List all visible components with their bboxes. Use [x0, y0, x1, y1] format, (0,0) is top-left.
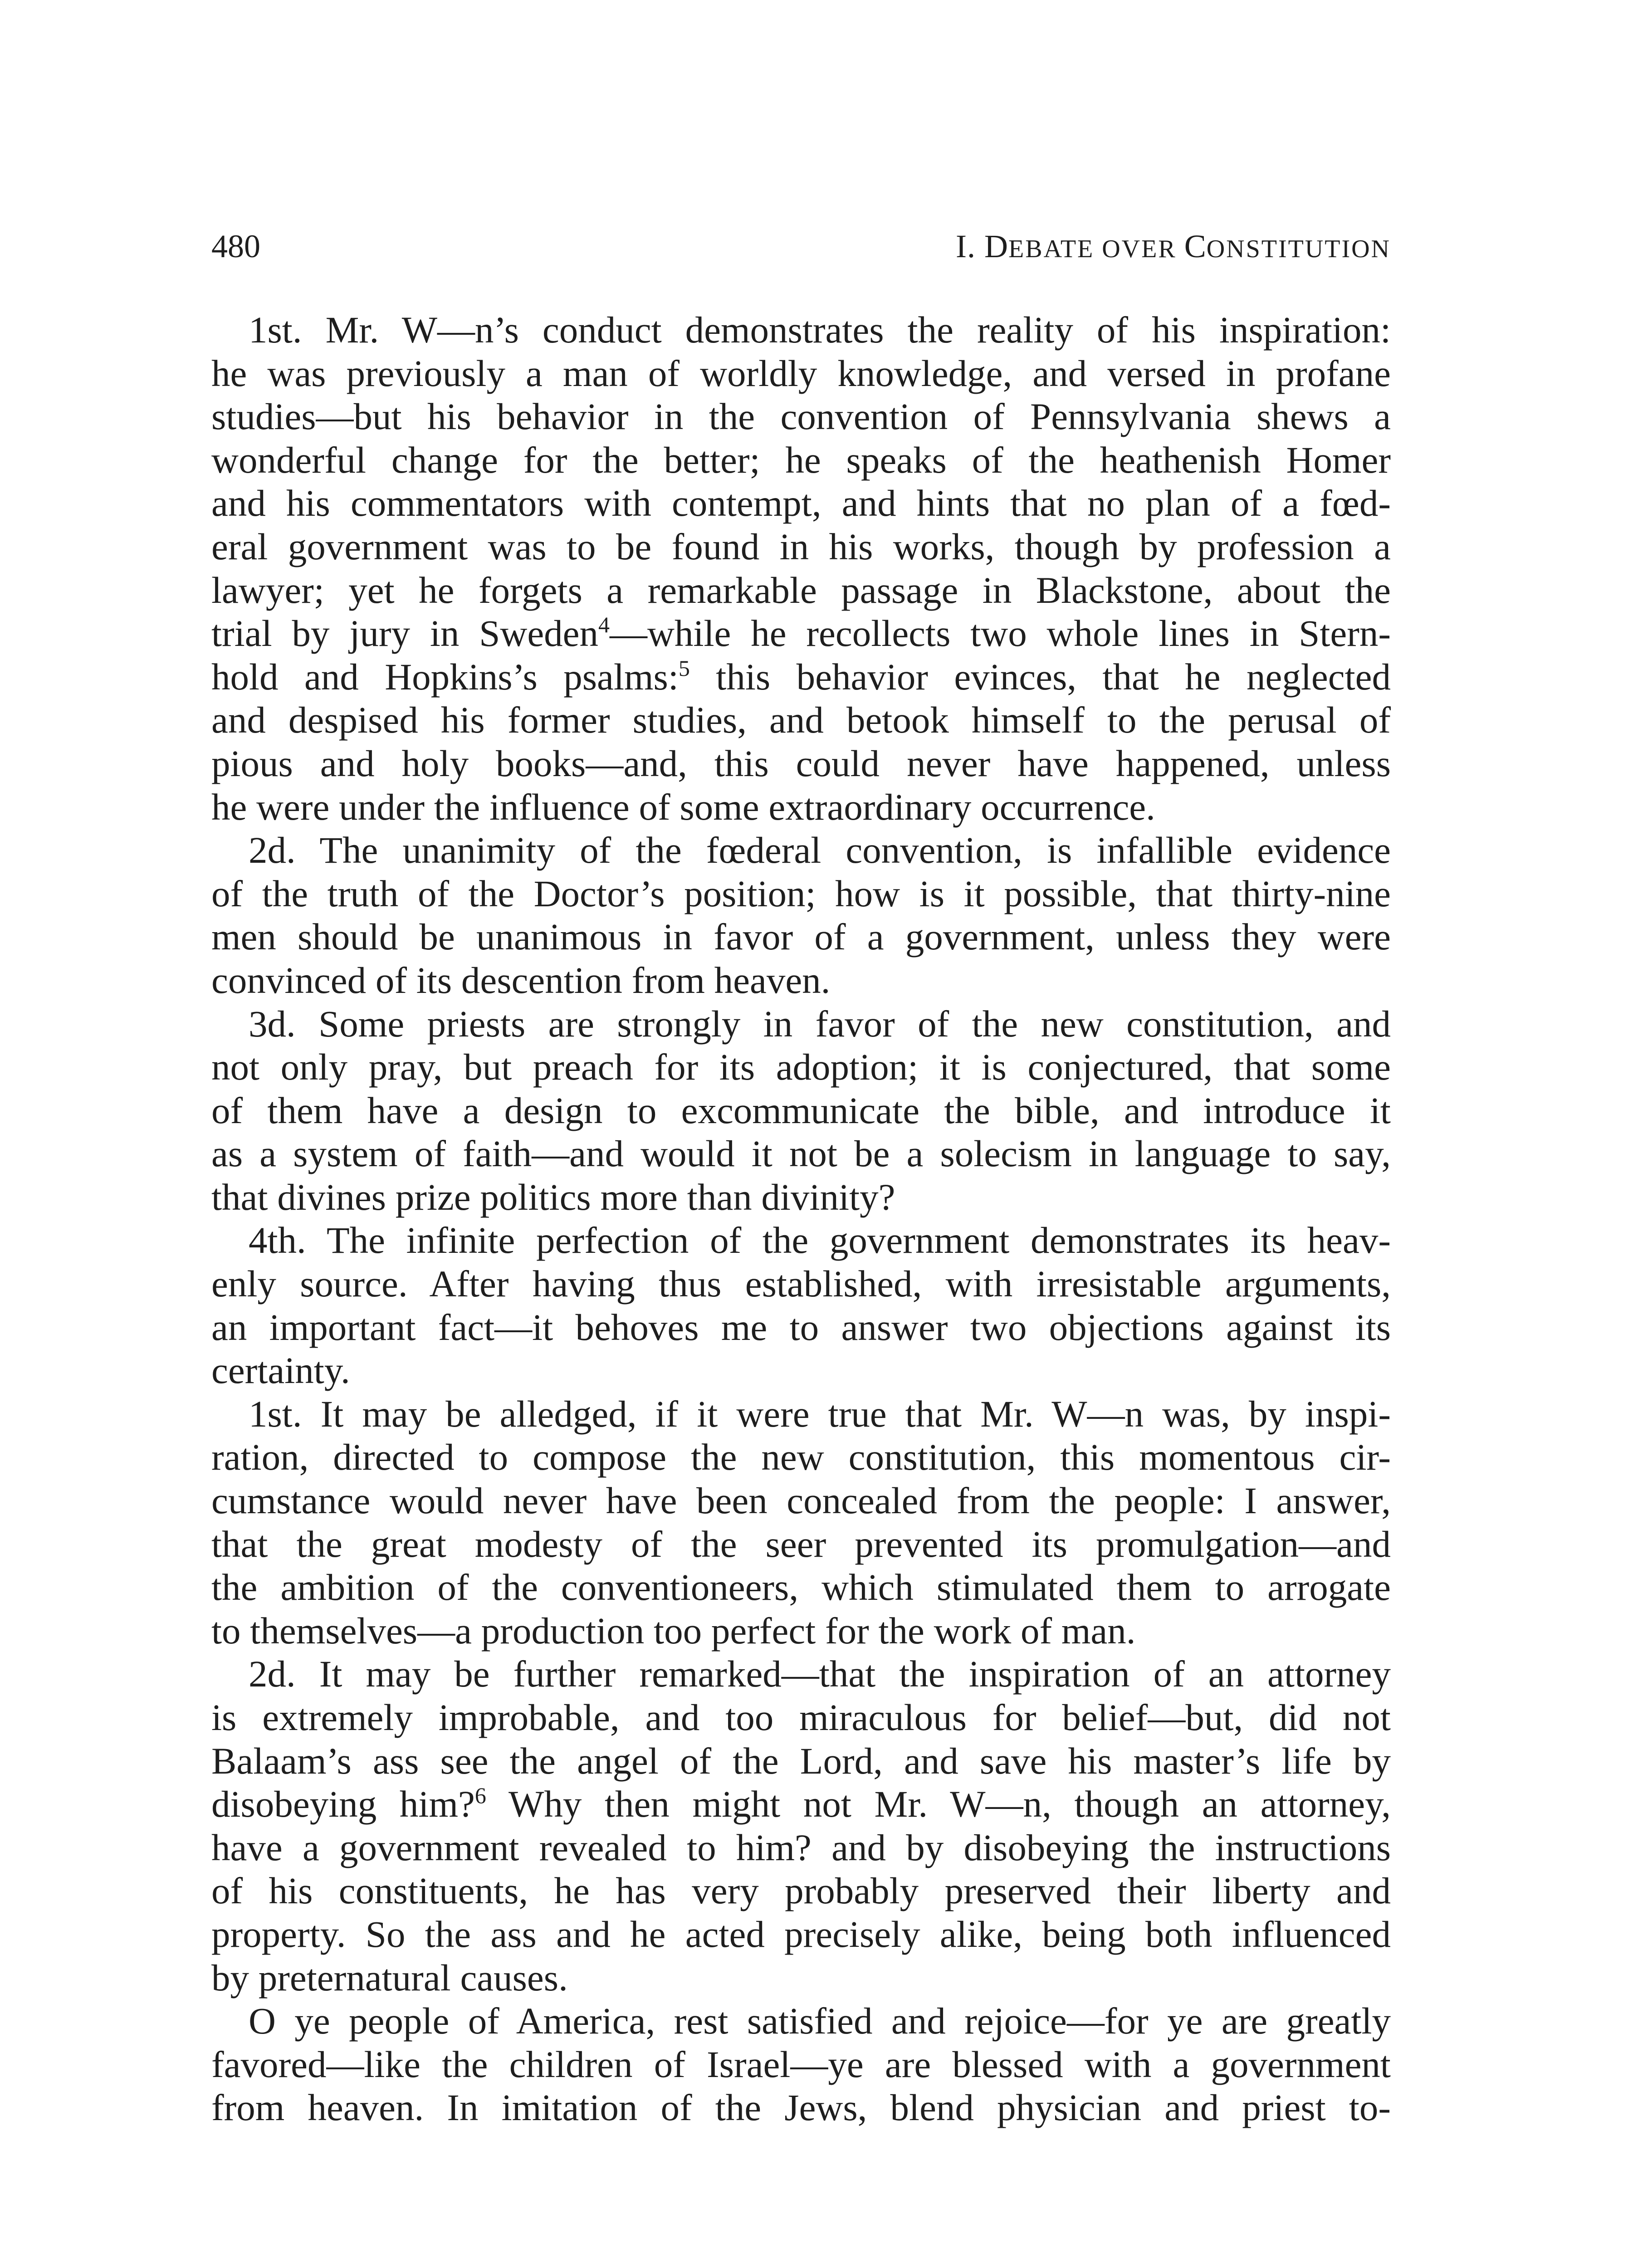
text-line: 1st. It may be alledged, if it were true that Mr. W—n was, by inspi-: [249, 1393, 1391, 1435]
paragraph-4: [211, 1219, 1391, 1349]
paragraph-2-end: [211, 959, 1391, 1002]
text-line: 2d. The unanimity of the fœderal convention, is infallible evidence: [249, 829, 1391, 871]
text-line: certainty.: [211, 1349, 350, 1392]
text-line: eral government was to be found in his works, though by profession a: [211, 525, 1391, 567]
text-line: convinced of its descention from heaven.: [211, 959, 831, 1001]
text-line: men should be unanimous in favor of a government, unless they were: [211, 916, 1391, 958]
text-line: an important fact—it behoves me to answer two objections against its: [211, 1306, 1391, 1348]
text-line: of them have a design to excommunicate the bible, and introduce it: [211, 1089, 1391, 1131]
text-line: enly source. After having thus established, with irresistable arguments,: [211, 1263, 1391, 1305]
paragraph-1-end: [211, 786, 1391, 829]
text-line: favored—like the children of Israel—ye are blessed with a government: [211, 2043, 1391, 2085]
text-line: is extremely improbable, and too miraculous for belief—but, did not: [211, 1696, 1391, 1738]
text-line: and his commentators with contempt, and hints that no plan of a fœd-: [211, 482, 1391, 524]
text-line: hold and Hopkins’s psalms:$^5$ this behavior evinces, that he neglected: [211, 655, 1391, 698]
paragraph-3-end: [211, 1176, 1391, 1219]
footnote-ref-5[interactable]: 5: [678, 655, 690, 681]
text-line: the ambition of the conventioneers, which stimulated them to arrogate: [211, 1566, 1391, 1608]
paragraph-5-end: [211, 1609, 1391, 1653]
footnote-ref-6[interactable]: 6: [474, 1783, 486, 1809]
text-line: cumstance would never have been concealed from the people: I answer,: [211, 1480, 1391, 1522]
text-line: pious and holy books—and, this could never have happened, unless: [211, 742, 1391, 784]
text-line: to themselves—a production too perfect for the work of man.: [211, 1609, 1136, 1652]
text-line: 3d. Some priests are strongly in favor of the new constitution, and: [249, 1002, 1391, 1045]
text-line: O ye people of America, rest satisfied and rejoice—for ye are greatly: [249, 2000, 1391, 2042]
text-line: by preternatural causes.: [211, 1956, 568, 1999]
paragraph-7: [211, 1999, 1391, 2130]
text-line: of the truth of the Doctor’s position; how is it possible, that thirty-nine: [211, 872, 1391, 914]
text-line: studies—but his behavior in the convention of Pennsylvania shews a: [211, 396, 1391, 438]
text-line: as a system of faith—and would it not be a solecism in language to say,: [211, 1133, 1391, 1175]
page-number: 480: [211, 228, 260, 264]
text-line: ration, directed to compose the new constitution, this momentous cir-: [211, 1436, 1391, 1478]
text-line: 2d. It may be further remarked—that the inspiration of an attorney: [249, 1653, 1391, 1695]
text-line: not only pray, but preach for its adoption; it is conjectured, that some: [211, 1046, 1391, 1088]
paragraph-4-end: [211, 1349, 1391, 1393]
text-line: trial by jury in Sweden$^4$—while he recollects two whole lines in Stern-: [211, 612, 1391, 655]
running-head: [211, 221, 1391, 271]
paragraph-1: [211, 308, 1391, 786]
text-line: lawyer; yet he forgets a remarkable passage in Blackstone, about the: [211, 569, 1391, 611]
paragraph-6: [211, 1652, 1391, 1956]
footnote-ref-4[interactable]: 4: [598, 612, 610, 638]
text-line: have a government revealed to him? and by disobeying the instructions: [211, 1826, 1391, 1868]
text-line: he was previously a man of worldly knowledge, and versed in profane: [211, 352, 1391, 394]
text-line: disobeying him?$^6$ Why then might not Mr. W—n, though an attorney,: [211, 1783, 1391, 1825]
paragraph-3: [211, 1002, 1391, 1176]
paragraph-2: [211, 829, 1391, 959]
paragraph-6-end: [211, 1956, 1391, 2000]
paragraph-5: [211, 1393, 1391, 1609]
text-line: of his constituents, he has very probably preserved their liberty and: [211, 1870, 1391, 1912]
running-title: I. DEBATE OVER CONSTITUTION: [956, 228, 1391, 264]
text-line: wonderful change for the better; he speaks of the heathenish Homer: [211, 439, 1391, 481]
text-line: 1st. Mr. W—n’s conduct demonstrates the reality of his inspiration:: [249, 309, 1391, 351]
body-text: [211, 308, 1391, 2130]
text-line: and despised his former studies, and betook himself to the perusal of: [211, 699, 1391, 741]
text-line: 4th. The infinite perfection of the government demonstrates its heav-: [249, 1219, 1391, 1261]
text-line: property. So the ass and he acted precisely alike, being both influenced: [211, 1913, 1391, 1955]
text-line: Balaam’s ass see the angel of the Lord, and save his master’s life by: [211, 1740, 1391, 1782]
text-line: that divines prize politics more than divinity?: [211, 1176, 895, 1218]
text-line: that the great modesty of the seer prevented its promulgation—and: [211, 1523, 1391, 1565]
text-line: he were under the influence of some extraordinary occurrence.: [211, 786, 1155, 828]
text-line: from heaven. In imitation of the Jews, blend physician and priest to-: [211, 2087, 1391, 2129]
